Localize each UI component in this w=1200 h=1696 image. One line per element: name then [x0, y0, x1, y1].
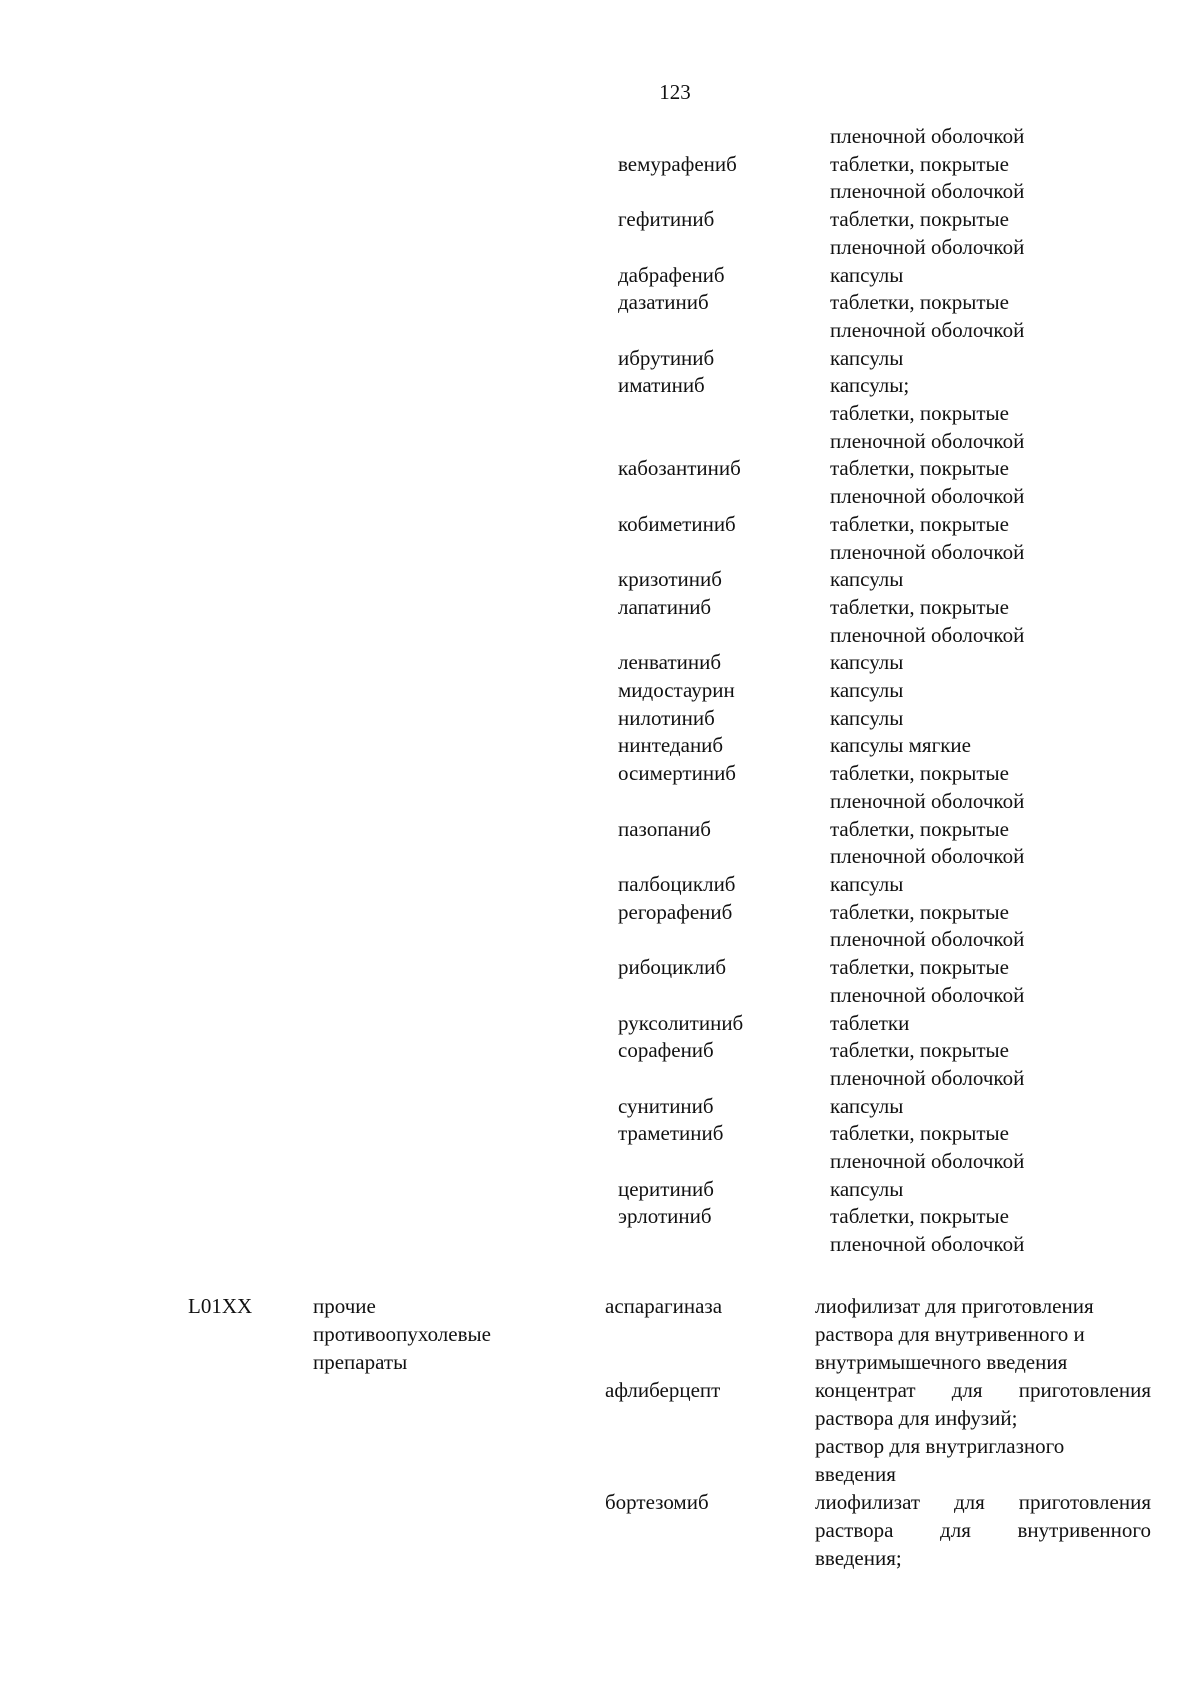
drug-name: церитиниб [618, 1176, 714, 1201]
dosage-form-line: капсулы [830, 1176, 904, 1201]
dosage-form-line: пленочной оболочкой [830, 539, 1025, 564]
drug-row [0, 1292, 1200, 1376]
dosage-form-line: таблетки, покрытые [830, 1038, 1009, 1063]
drug-row [0, 262, 1200, 290]
dosage-form-line: капсулы [830, 871, 904, 896]
dosage-form-line: таблетки, покрытые [830, 511, 1009, 536]
dosage-form-line: капсулы [830, 650, 904, 675]
drug-row [0, 1093, 1200, 1121]
dosage-form [830, 649, 1200, 677]
dosage-form-line: капсулы; [830, 373, 910, 398]
dosage-form-line: введения [815, 1462, 896, 1486]
dosage-form-line: внутримышечного введения [815, 1350, 1068, 1374]
dosage-form-line: таблетки, покрытые [830, 401, 1009, 426]
dosage-form [830, 151, 1200, 206]
dosage-form [815, 1376, 1151, 1488]
dosage-form [830, 1203, 1200, 1258]
dosage-form-line: раствора для внутривенного [815, 1518, 1151, 1542]
drug-row [0, 455, 1200, 510]
drug-row [0, 511, 1200, 566]
drug-name: осимертиниб [618, 761, 736, 786]
dosage-form-line: таблетки, покрытые [830, 207, 1009, 232]
dosage-form [815, 1488, 1151, 1572]
drug-row [0, 677, 1200, 705]
group-drug-list [0, 1292, 1200, 1572]
dosage-form-line: пленочной оболочкой [830, 927, 1025, 952]
dosage-form-line: раствора для внутривенного и [815, 1322, 1085, 1346]
drug-name: пазопаниб [618, 816, 711, 841]
dosage-form-line: концентрат для приготовления [815, 1378, 1151, 1402]
drug-name: нилотиниб [618, 705, 715, 730]
drug-name: палбоциклиб [618, 871, 736, 896]
drug-name: нинтеданиб [618, 733, 724, 758]
dosage-form-line: таблетки [830, 1010, 910, 1035]
drug-row [0, 1203, 1200, 1258]
drug-list-continued [0, 123, 1200, 1259]
drug-name: кобиметиниб [618, 511, 736, 536]
drug-name: иматиниб [618, 373, 705, 398]
drug-row [0, 151, 1200, 206]
drug-row [0, 1037, 1200, 1092]
drug-name: дабрафениб [618, 262, 725, 287]
drug-row [0, 816, 1200, 871]
dosage-form [830, 594, 1200, 649]
dosage-form [830, 954, 1200, 1009]
dosage-form-line: пленочной оболочкой [830, 1065, 1025, 1090]
drug-name: аспарагиназа [605, 1294, 723, 1318]
atc-group-name-line: препараты [313, 1350, 408, 1374]
dosage-form-line: пленочной оболочкой [830, 428, 1025, 453]
drug-name: траметиниб [618, 1121, 724, 1146]
drug-name: кабозантиниб [618, 456, 741, 481]
dosage-form-line: таблетки, покрытые [830, 594, 1009, 619]
drug-row [0, 594, 1200, 649]
drug-name: сорафениб [618, 1038, 714, 1063]
dosage-form [830, 1176, 1200, 1204]
dosage-form-line: капсулы [830, 345, 904, 370]
drug-name: мидостаурин [618, 678, 735, 703]
dosage-form [830, 705, 1200, 733]
dosage-form [830, 262, 1200, 290]
dosage-form-line: пленочной оболочкой [830, 317, 1025, 342]
atc-code: L01XX [188, 1294, 253, 1318]
dosage-form [830, 677, 1200, 705]
dosage-form-line: введения; [815, 1546, 902, 1570]
dosage-form [815, 1292, 1151, 1376]
dosage-form-line: капсулы [830, 1093, 904, 1118]
dosage-form-line: таблетки, покрытые [830, 1121, 1009, 1146]
dosage-form [830, 455, 1200, 510]
drug-name: ленватиниб [618, 650, 722, 675]
dosage-form-line: капсулы мягкие [830, 733, 971, 758]
dosage-form-line: таблетки, покрытые [830, 290, 1009, 315]
dosage-form [830, 732, 1200, 760]
dosage-form [830, 760, 1200, 815]
drug-row [0, 345, 1200, 373]
dosage-form-line: пленочной оболочкой [830, 124, 1025, 148]
atc-group-L01XX [0, 1292, 1200, 1572]
drug-name: рибоциклиб [618, 955, 727, 980]
dosage-form [830, 289, 1200, 344]
dosage-form-line: пленочной оболочкой [830, 844, 1025, 869]
dosage-form-line: лиофилизат для приготовления [815, 1294, 1094, 1318]
dosage-form-line: капсулы [830, 262, 904, 287]
dosage-form-line: капсулы [830, 705, 904, 730]
drug-row [0, 1120, 1200, 1175]
drug-row [0, 871, 1200, 899]
page-number: 123 [659, 80, 691, 104]
drug-row [0, 732, 1200, 760]
atc-group-name-line: прочие [313, 1294, 376, 1318]
dosage-form-line: пленочной оболочкой [830, 484, 1025, 509]
drug-row [0, 1376, 1200, 1488]
dosage-form-line: таблетки, покрытые [830, 816, 1009, 841]
dosage-form [830, 816, 1200, 871]
dosage-form [830, 1010, 1200, 1038]
dosage-form [830, 345, 1200, 373]
dosage-form [830, 372, 1200, 455]
drug-row [0, 954, 1200, 1009]
dosage-form-line: пленочной оболочкой [830, 788, 1025, 813]
drug-row [0, 705, 1200, 733]
dosage-form-line: таблетки, покрытые [830, 955, 1009, 980]
dosage-form-line: лиофилизат для приготовления [815, 1490, 1151, 1514]
drug-name: гефитиниб [618, 207, 715, 232]
dosage-form [830, 1037, 1200, 1092]
drug-row [0, 649, 1200, 677]
dosage-form-line: пленочной оболочкой [830, 982, 1025, 1007]
drug-row [0, 899, 1200, 954]
drug-name: сунитиниб [618, 1093, 714, 1118]
drug-row [0, 1010, 1200, 1038]
drug-name: ибрутиниб [618, 345, 715, 370]
drug-row [0, 566, 1200, 594]
dosage-form-line: пленочной оболочкой [830, 1149, 1025, 1174]
drug-name: руксолитиниб [618, 1010, 744, 1035]
dosage-form-line: таблетки, покрытые [830, 761, 1009, 786]
drug-name: вемурафениб [618, 151, 737, 176]
drug-row [0, 123, 1200, 151]
drug-row [0, 760, 1200, 815]
drug-row [0, 1488, 1200, 1572]
dosage-form-line: раствора для инфузий; [815, 1406, 1018, 1430]
dosage-form-line: таблетки, покрытые [830, 456, 1009, 481]
dosage-form [830, 871, 1200, 899]
drug-name: бортезомиб [605, 1490, 709, 1514]
dosage-form [830, 899, 1200, 954]
dosage-form-line: таблетки, покрытые [830, 151, 1009, 176]
drug-row [0, 372, 1200, 455]
drug-name: афлиберцепт [605, 1378, 721, 1402]
atc-group-name-line: противоопухолевые [313, 1322, 491, 1346]
dosage-form-line: пленочной оболочкой [830, 622, 1025, 647]
dosage-form-line: таблетки, покрытые [830, 1204, 1009, 1229]
dosage-form [830, 511, 1200, 566]
drug-name: кризотиниб [618, 567, 722, 592]
dosage-form [830, 1093, 1200, 1121]
drug-name: регорафениб [618, 899, 733, 924]
dosage-form-line: таблетки, покрытые [830, 899, 1009, 924]
dosage-form-line: пленочной оболочкой [830, 1232, 1025, 1257]
dosage-form-line: раствор для внутриглазного [815, 1434, 1065, 1458]
drug-row [0, 206, 1200, 261]
drug-row [0, 289, 1200, 344]
dosage-form [830, 206, 1200, 261]
dosage-form-line: капсулы [830, 567, 904, 592]
dosage-form [830, 1120, 1200, 1175]
drug-name: лапатиниб [618, 594, 712, 619]
dosage-form-line: капсулы [830, 678, 904, 703]
dosage-form-line: пленочной оболочкой [830, 234, 1025, 259]
dosage-form [830, 566, 1200, 594]
drug-row [0, 1176, 1200, 1204]
dosage-form [830, 123, 1200, 151]
dosage-form-line: пленочной оболочкой [830, 179, 1025, 204]
drug-name: эрлотиниб [618, 1204, 712, 1229]
drug-name: дазатиниб [618, 290, 709, 315]
